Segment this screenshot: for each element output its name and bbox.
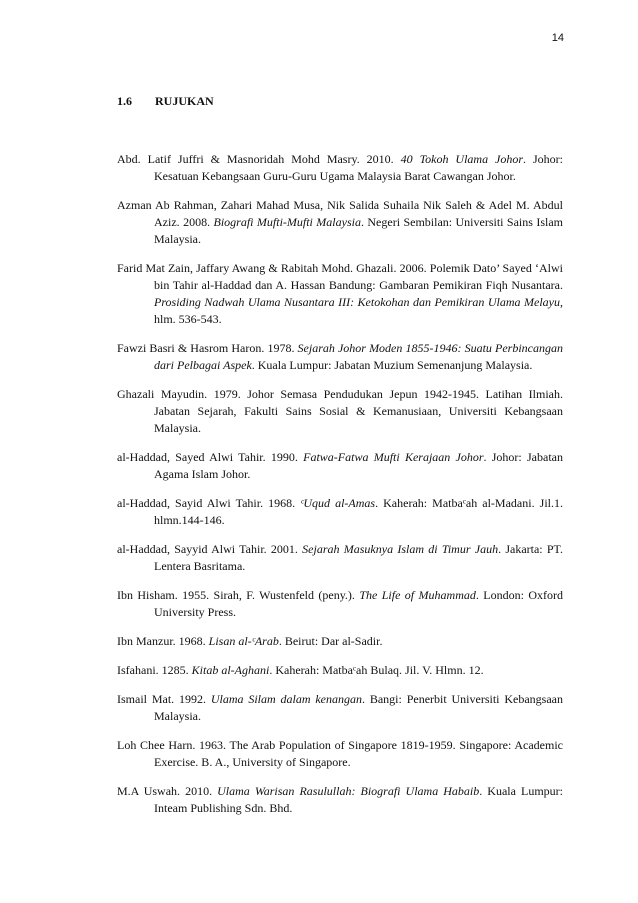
ref-text: Isfahani. 1285. bbox=[117, 663, 192, 677]
ref-text: . Beirut: Dar al-Sadir. bbox=[278, 634, 383, 648]
ref-text: . Johor: Jabatan Agama Islam Johor. bbox=[154, 450, 563, 481]
ref-text: Ibn Manzur. 1968. bbox=[117, 634, 209, 648]
reference-entry bbox=[117, 340, 563, 374]
reference-entry bbox=[117, 386, 563, 437]
ref-text: Ghazali Mayudin. 1979. Johor Semasa Pendudukan Jepun 1942-1945. Latihan Ilmiah. Jabatan Sejarah, Fakulti Sains Sosial & Kemanusiaan, Universiti Kebangsaan Malaysia. bbox=[117, 387, 563, 435]
section-title: RUJUKAN bbox=[155, 94, 214, 108]
reference-entry bbox=[117, 633, 563, 650]
ref-text: , hlm. 536-543. bbox=[154, 295, 563, 326]
ref-title: Sejarah Johor Moden 1855-1946: Suatu Perbincangan dari Pelbagai Aspek bbox=[154, 341, 563, 372]
reference-entry bbox=[117, 260, 563, 328]
ref-title: Ulama Warisan Rasulullah: Biografi Ulama Habaib bbox=[217, 784, 480, 798]
ref-title: ᶜUqud al-Amas bbox=[300, 496, 376, 510]
ref-title: Fatwa-Fatwa Mufti Kerajaan Johor bbox=[303, 450, 484, 464]
ref-text: Fawzi Basri & Hasrom Haron. 1978. bbox=[117, 341, 298, 355]
ref-title: Biografi Mufti-Mufti Malaysia bbox=[213, 215, 361, 229]
reference-entry bbox=[117, 495, 563, 529]
ref-title: 40 Tokoh Ulama Johor bbox=[400, 152, 524, 166]
ref-title: Kitab al-Aghani bbox=[191, 663, 270, 677]
ref-text: . Bangi: Penerbit Universiti Kebangsaan Malaysia. bbox=[154, 692, 563, 723]
reference-entry bbox=[117, 691, 563, 725]
reference-entry bbox=[117, 783, 563, 817]
ref-text: al-Haddad, Sayid Alwi Tahir. 1968. bbox=[117, 496, 301, 510]
reference-entry bbox=[117, 587, 563, 621]
ref-text: . Kuala Lumpur: Inteam Publishing Sdn. Bhd. bbox=[154, 784, 563, 815]
ref-text: . Kaherah: Matbaᶜah al-Madani. Jil.1. hlmn.144-146. bbox=[154, 496, 563, 527]
reference-entry bbox=[117, 541, 563, 575]
ref-text: Abd. Latif Juffri & Masnoridah Mohd Masry. 2010. bbox=[117, 152, 401, 166]
ref-text: Ismail Mat. 1992. bbox=[117, 692, 211, 706]
ref-title: Lisan al-ᶜArab bbox=[208, 634, 279, 648]
ref-title: Ulama Silam dalam kenangan bbox=[210, 692, 363, 706]
section-heading bbox=[117, 94, 214, 109]
page-number: 14 bbox=[551, 32, 564, 44]
ref-text: . Kuala Lumpur: Jabatan Muzium Semenanjung Malaysia. bbox=[251, 358, 533, 372]
reference-entry bbox=[117, 197, 563, 248]
ref-text: al-Haddad, Sayyid Alwi Tahir. 2001. bbox=[117, 542, 303, 556]
ref-title: Sejarah Masuknya Islam di Timur Jauh bbox=[302, 542, 499, 556]
reference-entry bbox=[117, 449, 563, 483]
section-number: 1.6 bbox=[117, 94, 132, 108]
ref-text: . London: Oxford University Press. bbox=[154, 588, 563, 619]
ref-text: . Johor: Kesatuan Kebangsaan Guru-Guru Ugama Malaysia Barat Cawangan Johor. bbox=[154, 152, 564, 183]
ref-text: Farid Mat Zain, Jaffary Awang & Rabitah Mohd. Ghazali. 2006. Polemik Dato’ Sayed ‘Alwi bin Tahir al-Haddad dan A. Hassan Bandung: Gambaran Pemikiran Fiqh Nusantara. bbox=[117, 261, 563, 292]
ref-text: . Kaherah: Matbaᶜah Bulaq. Jil. V. Hlmn. 12. bbox=[269, 663, 484, 677]
ref-text: Ibn Hisham. 1955. Sirah, F. Wustenfeld (peny.). bbox=[117, 588, 360, 602]
ref-text: Loh Chee Harn. 1963. The Arab Population of Singapore 1819-1959. Singapore: Academic Exercise. B. A., University of Singapore. bbox=[117, 738, 563, 769]
ref-title: Prosiding Nadwah Ulama Nusantara III: Ketokohan dan Pemikiran Ulama Melayu bbox=[154, 295, 560, 309]
ref-text: Azman Ab Rahman, Zahari Mahad Musa, Nik Salida Suhaila Nik Saleh & Adel M. Abdul Aziz. 2008. bbox=[117, 198, 563, 229]
ref-text: M.A Uswah. 2010. bbox=[117, 784, 218, 798]
ref-text: al-Haddad, Sayed Alwi Tahir. 1990. bbox=[117, 450, 304, 464]
ref-text: . Negeri Sembilan: Universiti Sains Islam Malaysia. bbox=[154, 215, 564, 246]
reference-list bbox=[117, 139, 563, 828]
ref-text: . Jakarta: PT. Lentera Basritama. bbox=[154, 542, 564, 573]
reference-entry bbox=[117, 662, 563, 679]
ref-title: The Life of Muhammad bbox=[359, 588, 476, 602]
reference-entry bbox=[117, 737, 563, 771]
reference-entry bbox=[117, 151, 563, 185]
